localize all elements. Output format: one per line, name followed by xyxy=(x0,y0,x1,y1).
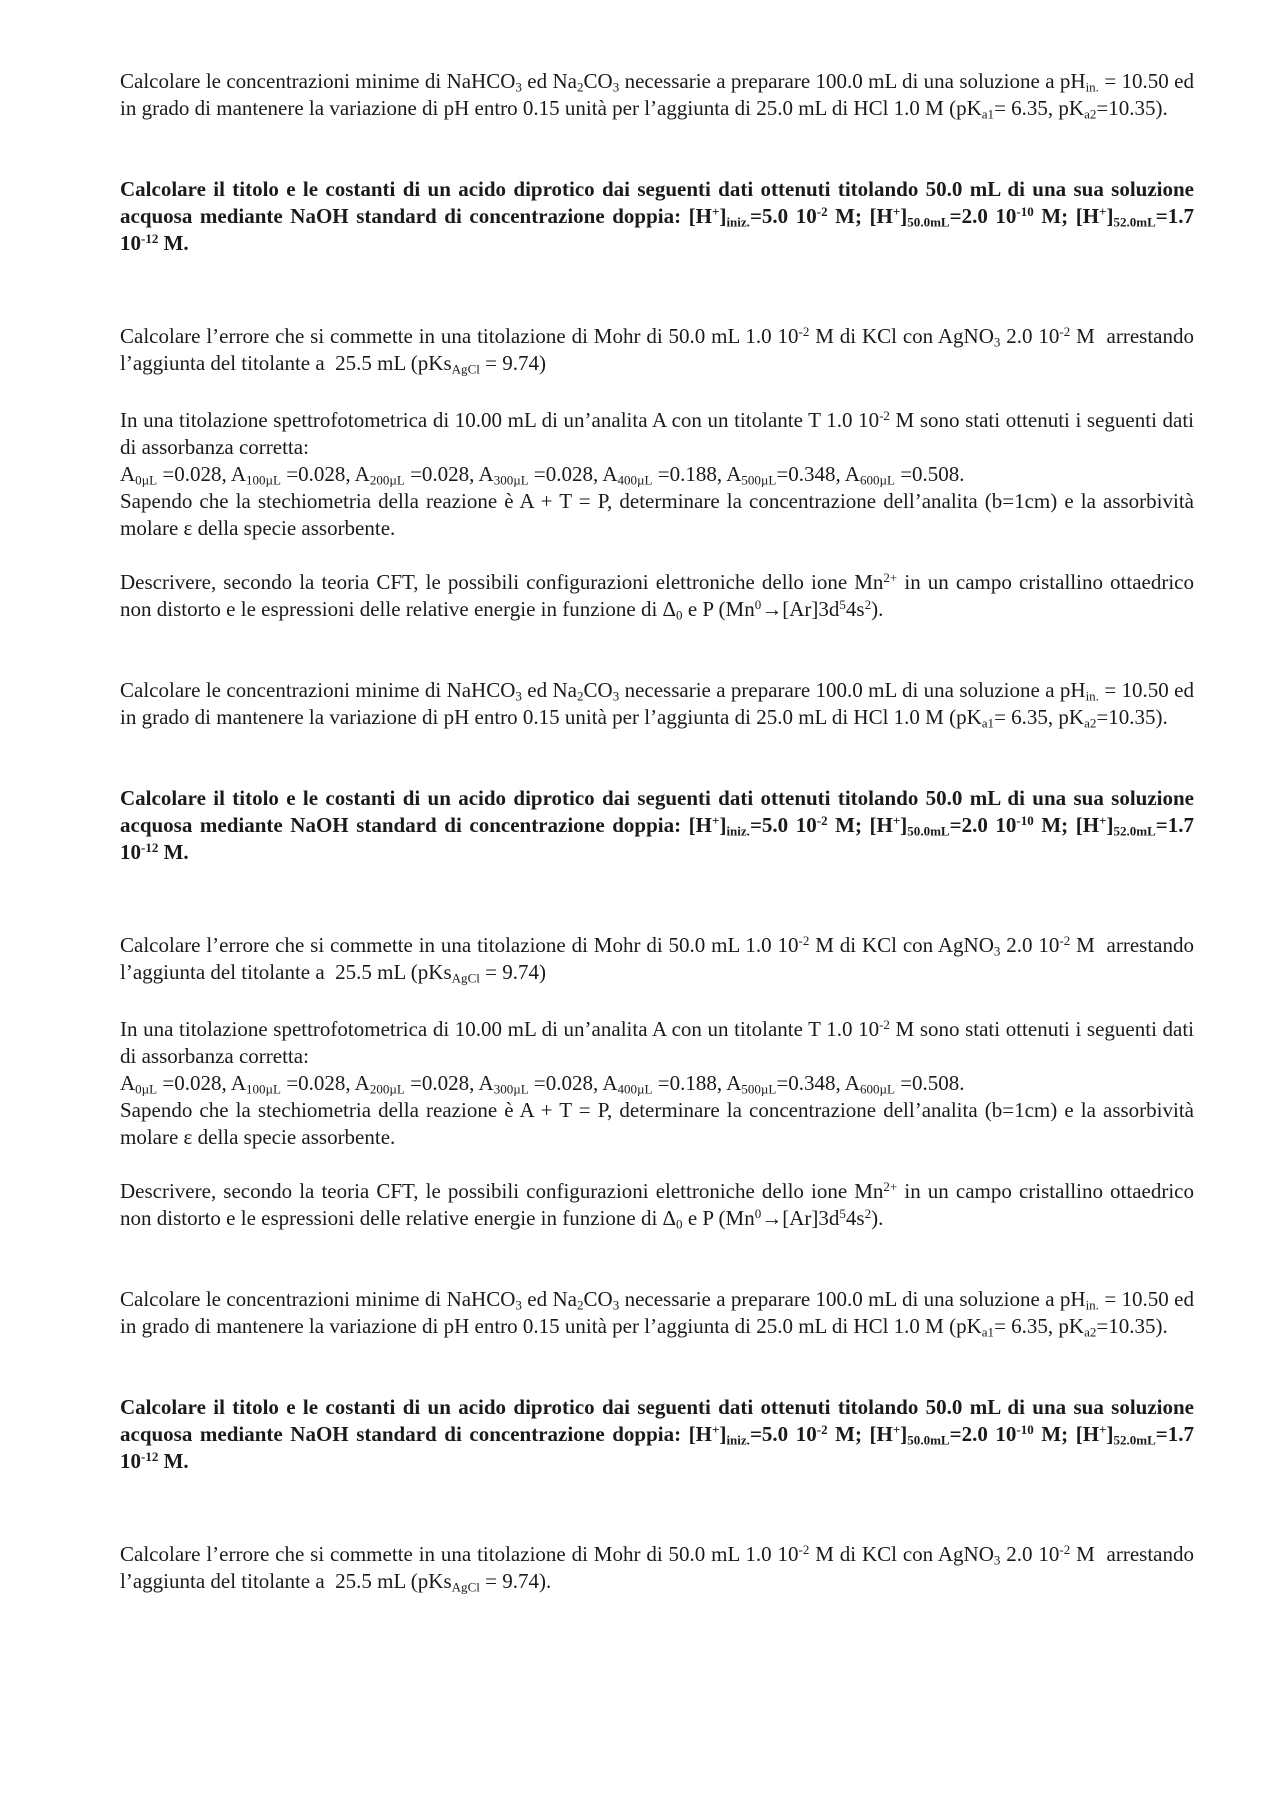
document-body xyxy=(120,68,1194,1595)
spacer xyxy=(120,866,1194,932)
problem-spectrophotometric-titration: In una titolazione spettrofotometrica di 10.00 mL di un’analita A con un titolante T 1.0 $10^{-2}$ M sono stati ottenuti i seguenti dati di assorbanza corretta: $A_{0\mu L} =0.028$, $A_{100\mu L} =0.028$, $A_{200\mu L} =0.028$, $A_{300\mu L} =0.028$, $A_{400\mu L} =0.188$, $A_{500\mu L}=0.348$, $A_{600\mu L} =0.508$. Sapendo che la stechiometria della reazione è A + T = P, determinare la concentrazione dell’analita (b=1cm) e la assorbività molare ε della specie assorbente. xyxy=(120,407,1195,540)
spacer xyxy=(120,731,1194,785)
spacer xyxy=(120,1475,1194,1541)
spacer xyxy=(120,542,1194,569)
spacer xyxy=(120,1340,1194,1394)
problem-diprotic-acid: Calcolare il titolo e le costanti di un acido diprotico dai seguenti dati ottenuti titolando 50.0 mL di una sua soluzione acquosa mediante NaOH standard di concentrazione doppia: $[H^+]_{iniz.}=5.0$ $10^{-2}$ M; $[H^+]_{50.0mL}=2.0$ $10^{-10}$ M; $[H^+]_{52.0mL}=1.7$ $10^{-12}$ M. xyxy=(120,1395,1194,1473)
problem-buffer-carbonate: Calcolare le concentrazioni minime di NaHCO$_3$ ed $Na_2CO_3$ necessarie a preparare 100.0 mL di una soluzione a $pH_{in.} = 10.50$ ed in grado di mantenere la variazione di pH entro 0.15 unità per l’aggiunta di 25.0 mL di HCl 1.0 M ($pK_{a1}= 6.35$, $pK_{a2}=10.35$). xyxy=(120,678,1194,731)
problem-cft-manganese: Descrivere, secondo la teoria CFT, le possibili configurazioni elettroniche dello ione $Mn^{2+}$ in un campo cristallino ottaedrico non distorto e le espressioni delle relative energie in funzione di $\Delta_0$ e P $(Mn^0\to[Ar]3d^54s^2)$. xyxy=(120,569,1194,623)
problem-mohr-titration: Calcolare l’errore che si commette in una titolazione di Mohr di 50.0 mL 1.0 $10^{-2}$ M di KCl con AgNO$_3$ 2.0 $10^{-2}$ M arrestando l’aggiunta del titolante a 25.5 mL (pKs$_{AgCl}$ = 9.74) xyxy=(120,932,1195,986)
problem-diprotic-acid: Calcolare il titolo e le costanti di un acido diprotico dai seguenti dati ottenuti titolando 50.0 mL di una sua soluzione acquosa mediante NaOH standard di concentrazione doppia: $[H^+]_{iniz.}=5.0$ $10^{-2}$ M; $[H^+]_{50.0mL}=2.0$ $10^{-10}$ M; $[H^+]_{52.0mL}=1.7$ $10^{-12}$ M. xyxy=(120,786,1194,864)
problem-diprotic-acid: Calcolare il titolo e le costanti di un acido diprotico dai seguenti dati ottenuti titolando 50.0 mL di una sua soluzione acquosa mediante NaOH standard di concentrazione doppia: $[H^+]_{iniz.}=5.0$ $10^{-2}$ M; $[H^+]_{50.0mL}=2.0$ $10^{-10}$ M; $[H^+]_{52.0mL}=1.7$ $10^{-12}$ M. xyxy=(120,177,1194,255)
spacer xyxy=(120,986,1194,1016)
spacer xyxy=(120,257,1194,323)
problem-buffer-carbonate: Calcolare le concentrazioni minime di NaHCO$_3$ ed $Na_2CO_3$ necessarie a preparare 100.0 mL di una soluzione a $pH_{in.} = 10.50$ ed in grado di mantenere la variazione di pH entro 0.15 unità per l’aggiunta di 25.0 mL di HCl 1.0 M ($pK_{a1}= 6.35$, $pK_{a2}=10.35$). xyxy=(120,69,1194,122)
problem-spectrophotometric-titration: In una titolazione spettrofotometrica di 10.00 mL di un’analita A con un titolante T 1.0 $10^{-2}$ M sono stati ottenuti i seguenti dati di assorbanza corretta: $A_{0\mu L} =0.028$, $A_{100\mu L} =0.028$, $A_{200\mu L} =0.028$, $A_{300\mu L} =0.028$, $A_{400\mu L} =0.188$, $A_{500\mu L}=0.348$, $A_{600\mu L} =0.508$. Sapendo che la stechiometria della reazione è A + T = P, determinare la concentrazione dell’analita (b=1cm) e la assorbività molare ε della specie assorbente. xyxy=(120,1016,1195,1149)
problem-buffer-carbonate: Calcolare le concentrazioni minime di NaHCO$_3$ ed $Na_2CO_3$ necessarie a preparare 100.0 mL di una soluzione a $pH_{in.} = 10.50$ ed in grado di mantenere la variazione di pH entro 0.15 unità per l’aggiunta di 25.0 mL di HCl 1.0 M ($pK_{a1}= 6.35$, $pK_{a2}=10.35$). xyxy=(120,1287,1194,1340)
problem-mohr-titration: Calcolare l’errore che si commette in una titolazione di Mohr di 50.0 mL 1.0 $10^{-2}$ M di KCl con AgNO$_3$ 2.0 $10^{-2}$ M arrestando l’aggiunta del titolante a 25.5 mL (pKs$_{AgCl}$ = 9.74) xyxy=(120,323,1195,377)
spacer xyxy=(120,1151,1194,1178)
spacer xyxy=(120,377,1194,407)
spacer xyxy=(120,623,1194,677)
spacer xyxy=(120,122,1194,176)
problem-cft-manganese: Descrivere, secondo la teoria CFT, le possibili configurazioni elettroniche dello ione $Mn^{2+}$ in un campo cristallino ottaedrico non distorto e le espressioni delle relative energie in funzione di $\Delta_0$ e P $(Mn^0\to[Ar]3d^54s^2)$. xyxy=(120,1178,1194,1232)
problem-mohr-titration: Calcolare l’errore che si commette in una titolazione di Mohr di 50.0 mL 1.0 $10^{-2}$ M di KCl con AgNO$_3$ 2.0 $10^{-2}$ M arrestando l’aggiunta del titolante a 25.5 mL (pKs$_{AgCl}$ = 9.74). xyxy=(120,1541,1195,1595)
spacer xyxy=(120,1232,1194,1286)
